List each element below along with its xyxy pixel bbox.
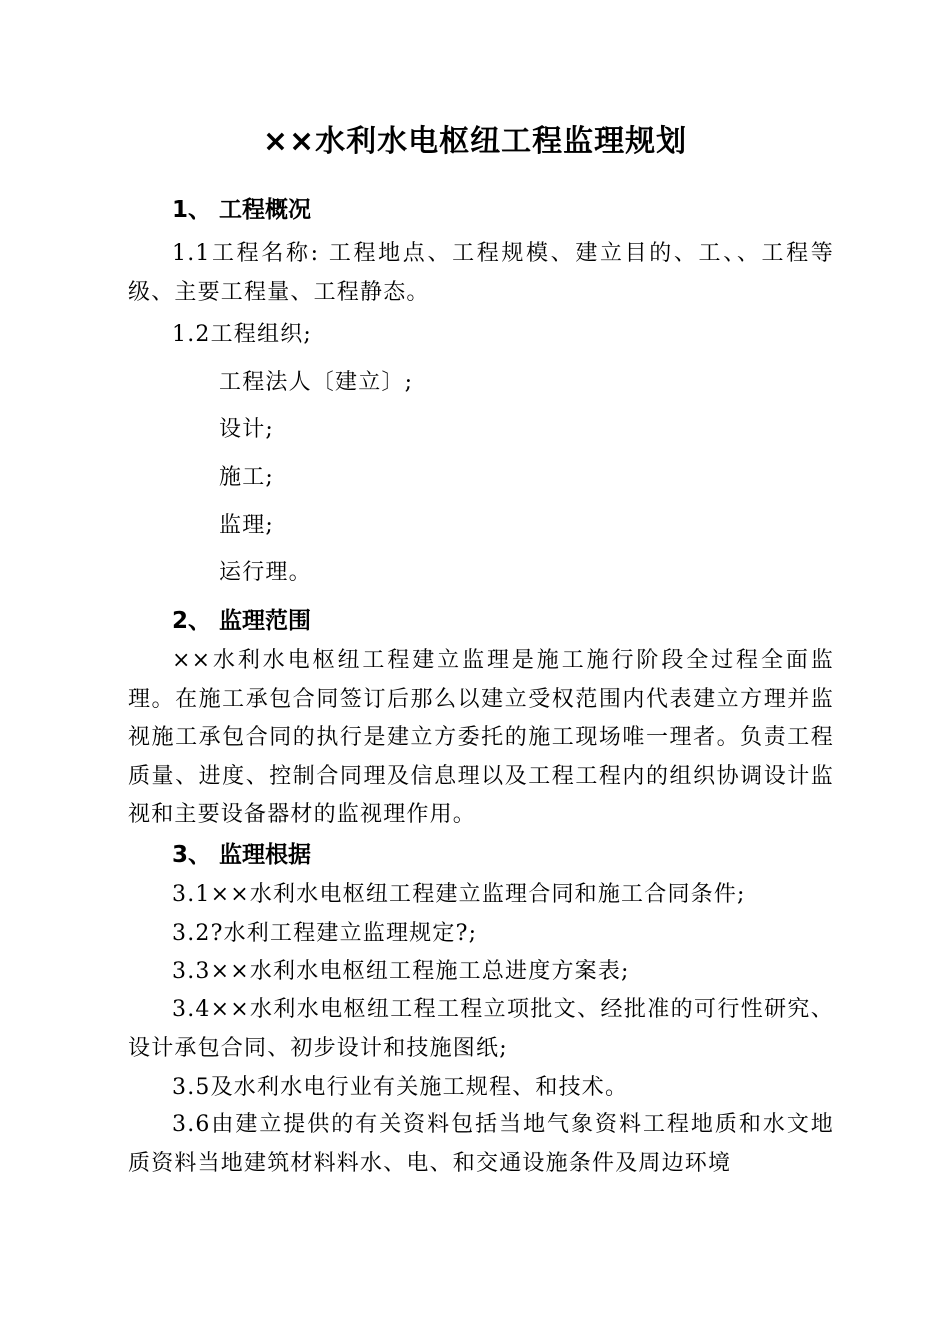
section-3-heading: 3、 监理根据 xyxy=(172,842,312,868)
section-2-heading: 2、 监理范围 xyxy=(172,608,312,634)
paragraph-3-2: 3.2?水利工程建立监理规定?; xyxy=(172,921,478,946)
paragraph-3-1: 3.1××水利水电枢纽工程建立监理合同和施工合同条件; xyxy=(172,882,746,907)
org-item-owner: 工程法人〔建立〕; xyxy=(219,370,414,395)
paragraph-2-body: ××水利水电枢纽工程建立监理是施工施行阶段全过程全面监理。在施工承包合同签订后那么以建立受权范围内代表建立方理并监视施工承包合同的执行是建立方委托的施工现场唯一理者。负责工程质量、进度、控制合同理及信息理以及工程工程内的组织协调设计监视和主要设备器材的监视理作用。 xyxy=(128,648,834,827)
paragraph-1-2: 1.2工程组织; xyxy=(172,322,312,347)
paragraph-3-3: 3.3××水利水电枢纽工程施工总进度方案表; xyxy=(172,959,630,984)
section-1-heading: 1、 工程概况 xyxy=(172,197,312,223)
org-item-construction: 施工; xyxy=(219,465,275,490)
paragraph-1-1: 1.1工程名称: 工程地点、工程规模、建立目的、工、、工程等级、主要工程量、工程静态。 xyxy=(128,241,834,305)
paragraph-3-4: 3.4××水利水电枢纽工程工程立项批文、经批准的可行性研究、设计承包合同、初步设计和技施图纸; xyxy=(128,997,834,1061)
org-item-design: 设计; xyxy=(219,417,275,442)
paragraph-3-6: 3.6由建立提供的有关资料包括当地气象资料工程地质和水文地质资料当地建筑材料料水、电、和交通设施条件及周边环境 xyxy=(128,1112,834,1176)
document-title: ××水利水电枢纽工程监理规划 xyxy=(262,124,688,159)
paragraph-3-5: 3.5及水利水电行业有关施工规程、和技术。 xyxy=(172,1075,629,1100)
org-item-supervision: 监理; xyxy=(219,513,275,538)
org-item-operation: 运行理。 xyxy=(219,560,312,585)
